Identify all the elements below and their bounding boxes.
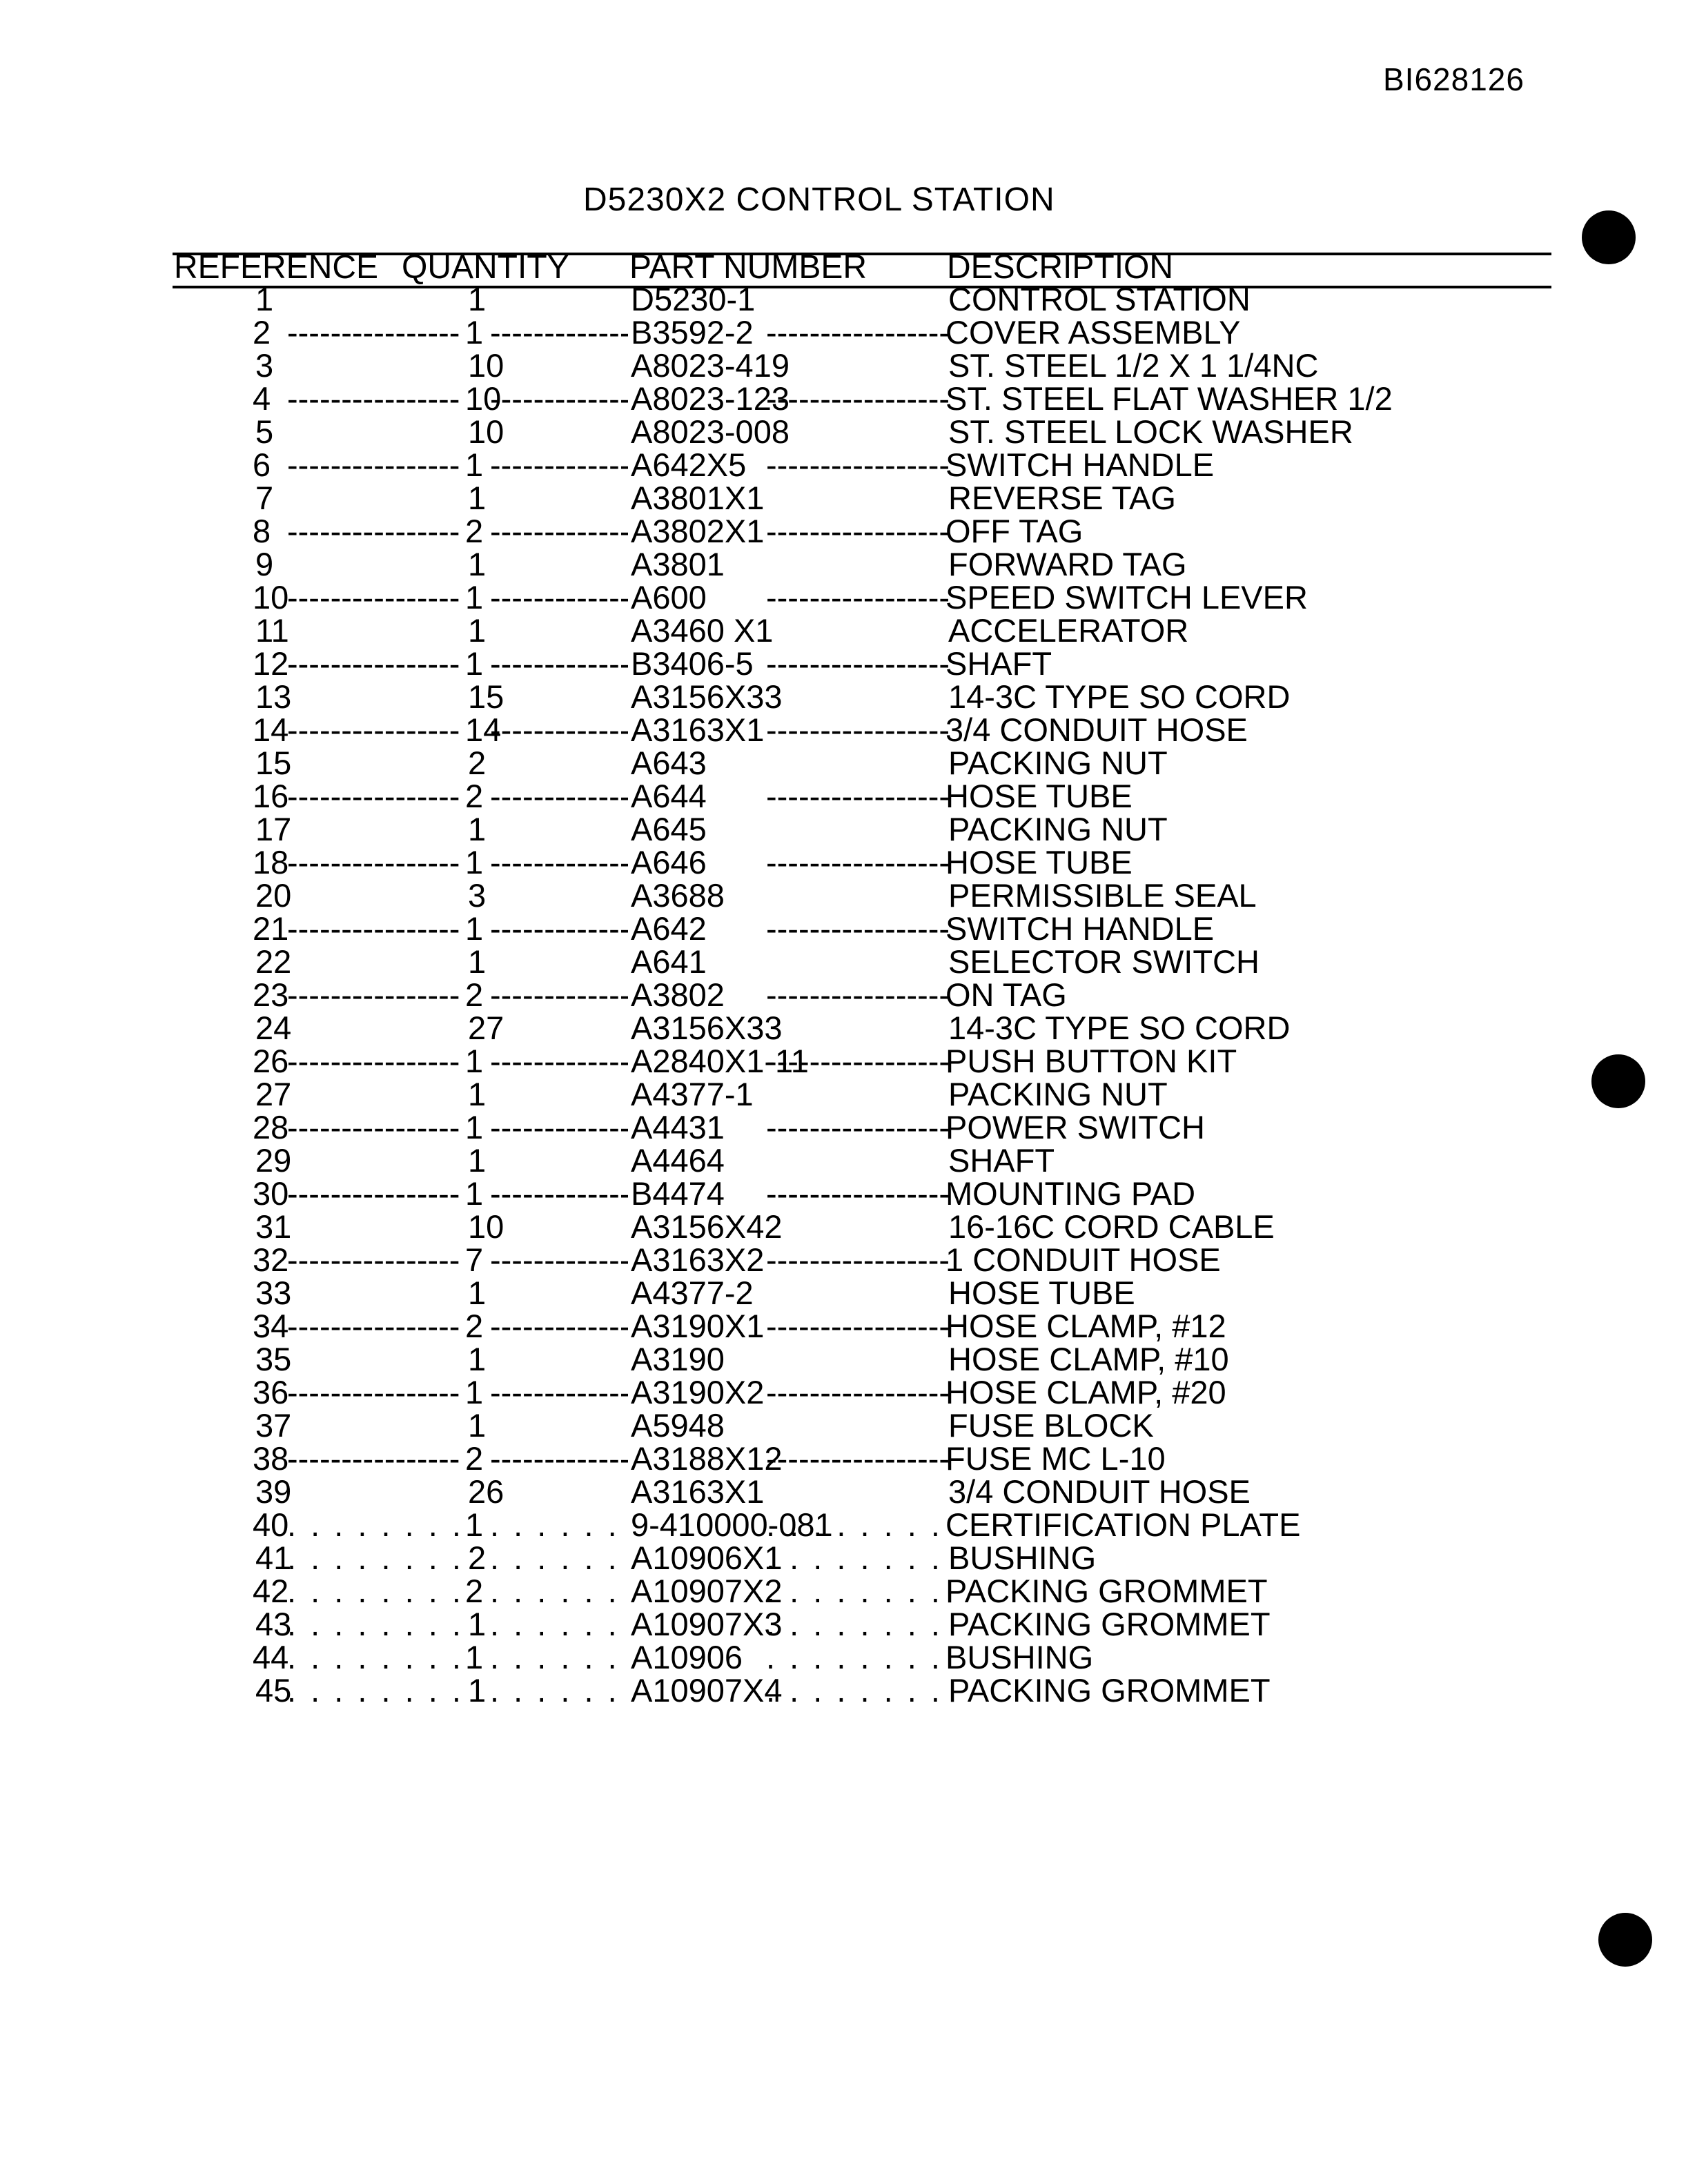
reference-cell: 45 — [255, 1672, 292, 1709]
leader-line — [287, 978, 461, 1012]
parts-row — [0, 1277, 1686, 1310]
reference-cell: 13 — [255, 678, 292, 715]
parts-row — [0, 548, 1686, 581]
description-cell: 14-3C TYPE SO CORD — [948, 678, 1291, 715]
quantity-cell: 1 — [465, 1175, 484, 1212]
parts-row — [0, 945, 1686, 978]
leader-line — [766, 1177, 948, 1210]
part-number-cell: A10906 — [631, 1639, 743, 1675]
parts-row — [0, 1243, 1686, 1277]
quantity-cell: 1 — [468, 1407, 487, 1444]
parts-row — [0, 1575, 1686, 1608]
part-number-cell: A4377-2 — [631, 1275, 754, 1311]
reference-cell: 33 — [255, 1275, 292, 1311]
parts-row — [0, 846, 1686, 879]
leader-line — [490, 780, 628, 813]
quantity-cell: 1 — [468, 1275, 487, 1311]
quantity-cell: 10 — [468, 347, 504, 384]
description-cell: 16-16C CORD CABLE — [948, 1208, 1275, 1245]
part-number-cell: A643 — [631, 745, 707, 781]
parts-row — [0, 446, 1686, 483]
part-number-cell: B4474 — [631, 1175, 725, 1212]
reference-cell: 9 — [255, 546, 274, 582]
description-cell: POWER SWITCH — [945, 1109, 1205, 1145]
part-number-cell: A3156X33 — [631, 1010, 783, 1046]
parts-row — [0, 283, 1686, 316]
part-number-cell: A3190X1 — [631, 1308, 765, 1344]
reference-cell: 7 — [255, 480, 274, 516]
description-cell: CONTROL STATION — [948, 281, 1251, 317]
column-header-reference: REFERENCE — [174, 249, 379, 286]
description-cell: ACCELERATOR — [948, 612, 1189, 649]
reference-cell: 35 — [255, 1341, 292, 1377]
quantity-cell: 1 — [468, 1076, 487, 1112]
reference-cell: 27 — [255, 1076, 292, 1112]
leader-line — [766, 1045, 948, 1078]
parts-row — [0, 1674, 1686, 1707]
description-cell: HOSE CLAMP, #12 — [945, 1308, 1226, 1344]
leader-line — [766, 1376, 948, 1409]
leader-line — [287, 1542, 461, 1575]
quantity-cell: 1 — [465, 1374, 484, 1410]
description-cell: ON TAG — [945, 976, 1067, 1013]
quantity-cell: 1 — [465, 1639, 484, 1675]
reference-cell: 15 — [255, 745, 292, 781]
reference-cell: 41 — [255, 1539, 292, 1576]
reference-cell: 29 — [255, 1142, 292, 1179]
part-number-cell: A8023-419 — [631, 347, 790, 384]
quantity-cell: 1 — [465, 910, 484, 947]
column-header-part-number: PART NUMBER — [629, 249, 867, 286]
description-cell: PACKING NUT — [948, 811, 1168, 847]
leader-line — [287, 1508, 461, 1542]
part-number-cell: 9-410000-081 — [631, 1506, 833, 1543]
leader-line — [287, 1674, 461, 1707]
parts-list — [0, 283, 1686, 1707]
reference-cell: 16 — [253, 778, 289, 814]
part-number-cell: A3190 — [631, 1341, 725, 1377]
part-number-cell: A3163X1 — [631, 711, 765, 748]
leader-line — [490, 1310, 628, 1343]
part-number-cell: A642 — [631, 910, 707, 947]
leader-line — [766, 515, 948, 548]
description-cell: SHAFT — [948, 1142, 1055, 1179]
part-number-cell: A10907X4 — [631, 1672, 783, 1709]
quantity-cell: 1 — [468, 1672, 487, 1709]
description-cell: REVERSE TAG — [948, 480, 1176, 516]
leader-line — [287, 1575, 461, 1608]
binder-hole-top — [1582, 210, 1636, 264]
leader-line — [766, 1608, 948, 1641]
reference-cell: 11 — [255, 612, 289, 649]
quantity-cell: 1 — [468, 1606, 487, 1642]
leader-line — [287, 382, 461, 415]
description-cell: PUSH BUTTON KIT — [945, 1043, 1237, 1079]
part-number-cell: A4464 — [631, 1142, 725, 1179]
part-number-cell: A3801X1 — [631, 480, 765, 516]
reference-cell: 3 — [255, 347, 274, 384]
description-cell: PERMISSIBLE SEAL — [948, 877, 1257, 914]
reference-cell: 37 — [255, 1407, 292, 1444]
leader-line — [766, 647, 948, 680]
leader-line — [766, 1310, 948, 1343]
leader-line — [766, 316, 948, 349]
leader-line — [490, 1575, 628, 1608]
quantity-cell: 10 — [468, 1208, 504, 1245]
reference-cell: 30 — [253, 1175, 289, 1212]
quantity-cell: 1 — [465, 1109, 484, 1145]
reference-cell: 44 — [253, 1639, 289, 1675]
description-cell: SPEED SWITCH LEVER — [945, 579, 1308, 616]
reference-cell: 12 — [253, 645, 289, 682]
leader-line — [490, 714, 628, 747]
parts-row — [0, 978, 1686, 1012]
description-cell: SWITCH HANDLE — [945, 910, 1215, 947]
column-header-description: DESCRIPTION — [947, 249, 1174, 286]
reference-cell: 20 — [255, 877, 292, 914]
part-number-cell: A3801 — [631, 546, 725, 582]
quantity-cell: 1 — [465, 1506, 484, 1543]
leader-line — [490, 449, 628, 482]
quantity-cell: 2 — [465, 778, 484, 814]
parts-row — [0, 515, 1686, 548]
quantity-cell: 1 — [465, 844, 484, 881]
parts-row — [0, 382, 1686, 415]
part-number-cell: A8023-008 — [631, 413, 790, 450]
leader-line — [490, 1508, 628, 1542]
part-number-cell: A3190X2 — [631, 1374, 765, 1410]
parts-row — [0, 1475, 1686, 1508]
quantity-cell: 1 — [468, 546, 487, 582]
leader-line — [766, 846, 948, 879]
part-number-cell: A644 — [631, 778, 707, 814]
description-cell: HOSE TUBE — [945, 778, 1133, 814]
leader-line — [490, 1641, 628, 1674]
parts-row — [0, 614, 1686, 647]
part-number-cell: A646 — [631, 844, 707, 881]
leader-line — [490, 647, 628, 680]
quantity-cell: 1 — [468, 612, 487, 649]
description-cell: SELECTOR SWITCH — [948, 943, 1259, 980]
part-number-cell: A3163X2 — [631, 1241, 765, 1278]
quantity-cell: 1 — [465, 1043, 484, 1079]
parts-row — [0, 879, 1686, 912]
description-cell: BUSHING — [948, 1539, 1097, 1576]
parts-row — [0, 680, 1686, 714]
leader-line — [766, 714, 948, 747]
leader-line — [490, 1442, 628, 1475]
parts-row — [0, 1442, 1686, 1475]
description-cell: SHAFT — [945, 645, 1052, 682]
parts-row — [0, 1539, 1686, 1576]
description-cell: MOUNTING PAD — [945, 1175, 1196, 1212]
parts-row — [0, 747, 1686, 780]
quantity-cell: 3 — [468, 877, 487, 914]
description-cell: HOSE TUBE — [948, 1275, 1135, 1311]
part-number-cell: D5230-1 — [631, 281, 756, 317]
leader-line — [490, 1542, 628, 1575]
part-number-cell: B3406-5 — [631, 645, 754, 682]
description-cell: HOSE TUBE — [945, 844, 1133, 881]
description-cell: HOSE CLAMP, #20 — [945, 1374, 1226, 1410]
part-number-cell: A3156X33 — [631, 678, 783, 715]
description-cell: FORWARD TAG — [948, 546, 1187, 582]
quantity-cell: 1 — [468, 1341, 487, 1377]
parts-row — [0, 1144, 1686, 1177]
reference-cell: 8 — [253, 513, 271, 549]
reference-cell: 17 — [255, 811, 292, 847]
part-number-cell: A645 — [631, 811, 707, 847]
quantity-cell: 1 — [468, 811, 487, 847]
part-number-cell: A4377-1 — [631, 1076, 754, 1112]
parts-row — [0, 1177, 1686, 1210]
quantity-cell: 2 — [468, 745, 487, 781]
leader-line — [287, 780, 461, 813]
description-cell: 3/4 CONDUIT HOSE — [945, 711, 1248, 748]
parts-row — [0, 647, 1686, 680]
parts-row — [0, 1012, 1686, 1045]
description-cell: 14-3C TYPE SO CORD — [948, 1010, 1291, 1046]
leader-line — [766, 1111, 948, 1144]
leader-line — [490, 978, 628, 1012]
quantity-cell: 10 — [468, 413, 504, 450]
quantity-cell: 1 — [465, 314, 484, 351]
parts-row — [0, 1508, 1686, 1542]
part-number-cell: A3163X1 — [631, 1473, 765, 1510]
parts-row — [0, 1641, 1686, 1674]
reference-cell: 1 — [255, 281, 274, 317]
quantity-cell: 1 — [465, 446, 484, 483]
leader-line — [766, 449, 948, 482]
leader-line — [490, 1111, 628, 1144]
reference-cell: 38 — [253, 1440, 289, 1477]
reference-cell: 22 — [255, 943, 292, 980]
quantity-cell: 2 — [465, 1308, 484, 1344]
quantity-cell: 2 — [465, 976, 484, 1013]
reference-cell: 6 — [253, 446, 271, 483]
reference-cell: 24 — [255, 1010, 292, 1046]
reference-cell: 10 — [253, 579, 289, 616]
reference-cell: 18 — [253, 844, 289, 881]
parts-row — [0, 1078, 1686, 1111]
description-cell: PACKING NUT — [948, 1076, 1168, 1112]
parts-row — [0, 1376, 1686, 1409]
leader-line — [287, 515, 461, 548]
leader-line — [287, 1641, 461, 1674]
reference-cell: 32 — [253, 1241, 289, 1278]
part-number-cell: A3188X12 — [631, 1440, 783, 1477]
part-number-cell: B3592-2 — [631, 314, 754, 351]
reference-cell: 4 — [253, 380, 271, 417]
description-cell: PACKING GROMMET — [945, 1573, 1268, 1609]
leader-line — [766, 1442, 948, 1475]
description-cell: COVER ASSEMBLY — [945, 314, 1241, 351]
leader-line — [287, 1376, 461, 1409]
description-cell: PACKING NUT — [948, 745, 1168, 781]
part-number-cell: A10907X3 — [631, 1606, 783, 1642]
leader-line — [766, 1641, 948, 1674]
leader-line — [287, 1111, 461, 1144]
reference-cell: 43 — [255, 1606, 292, 1642]
leader-line — [490, 581, 628, 614]
quantity-cell: 15 — [468, 678, 504, 715]
parts-row — [0, 1210, 1686, 1243]
reference-cell: 42 — [253, 1573, 289, 1609]
parts-row — [0, 780, 1686, 813]
part-number-cell: A3156X42 — [631, 1208, 783, 1245]
parts-row — [0, 1310, 1686, 1343]
part-number-cell: A2840X1-11 — [631, 1043, 809, 1079]
part-number-cell: A600 — [631, 579, 707, 616]
description-cell: 3/4 CONDUIT HOSE — [948, 1473, 1251, 1510]
document-id: BI628126 — [1383, 61, 1525, 97]
part-number-cell: A3802X1 — [631, 513, 765, 549]
part-number-cell: A642X5 — [631, 446, 747, 483]
leader-line — [287, 714, 461, 747]
parts-row — [0, 912, 1686, 945]
quantity-cell: 1 — [465, 579, 484, 616]
leader-line — [287, 1310, 461, 1343]
parts-row — [0, 1608, 1686, 1641]
leader-line — [287, 1442, 461, 1475]
reference-cell: 31 — [255, 1208, 292, 1245]
leader-line — [766, 912, 948, 945]
parts-row — [0, 711, 1686, 748]
leader-line — [766, 382, 948, 415]
quantity-cell: 2 — [465, 1573, 484, 1609]
part-number-cell: A5948 — [631, 1407, 725, 1444]
quantity-cell: 2 — [468, 1539, 487, 1576]
description-cell: OFF TAG — [945, 513, 1084, 549]
quantity-cell: 1 — [468, 1142, 487, 1179]
leader-line — [766, 1542, 948, 1575]
description-cell: HOSE CLAMP, #10 — [948, 1341, 1229, 1377]
part-number-cell: A10906X1 — [631, 1539, 783, 1576]
leader-line — [490, 1608, 628, 1641]
parts-row — [0, 581, 1686, 614]
leader-line — [490, 846, 628, 879]
part-number-cell: A10907X2 — [631, 1573, 783, 1609]
part-number-cell: A641 — [631, 943, 707, 980]
reference-cell: 28 — [253, 1109, 289, 1145]
leader-line — [490, 1674, 628, 1707]
quantity-cell: 1 — [468, 281, 487, 317]
description-cell: FUSE BLOCK — [948, 1407, 1154, 1444]
leader-line — [766, 1674, 948, 1707]
leader-line — [287, 846, 461, 879]
column-header-quantity: QUANTITY — [402, 249, 569, 286]
reference-cell: 14 — [253, 711, 289, 748]
parts-row — [0, 316, 1686, 349]
leader-line — [287, 647, 461, 680]
description-cell: PACKING GROMMET — [948, 1606, 1271, 1642]
part-number-cell: A3688 — [631, 877, 725, 914]
leader-line — [287, 449, 461, 482]
leader-line — [287, 912, 461, 945]
leader-line — [287, 316, 461, 349]
description-cell: FUSE MC L-10 — [945, 1440, 1166, 1477]
leader-line — [766, 780, 948, 813]
leader-line — [287, 581, 461, 614]
description-cell: BUSHING — [945, 1639, 1094, 1675]
parts-row — [0, 1111, 1686, 1144]
parts-row — [0, 1343, 1686, 1376]
leader-line — [490, 316, 628, 349]
parts-row — [0, 482, 1686, 515]
leader-line — [287, 1177, 461, 1210]
reference-cell: 23 — [253, 976, 289, 1013]
reference-cell: 36 — [253, 1374, 289, 1410]
description-cell: 1 CONDUIT HOSE — [945, 1241, 1221, 1278]
leader-line — [490, 1045, 628, 1078]
quantity-cell: 10 — [465, 380, 502, 417]
description-cell: ST. STEEL FLAT WASHER 1/2 — [945, 380, 1393, 417]
quantity-cell: 1 — [468, 943, 487, 980]
quantity-cell: 26 — [468, 1473, 504, 1510]
description-cell: CERTIFICATION PLATE — [945, 1506, 1301, 1543]
leader-line — [490, 912, 628, 945]
leader-line — [287, 1243, 461, 1277]
part-number-cell: A3460 X1 — [631, 612, 774, 649]
leader-line — [490, 1376, 628, 1409]
leader-line — [287, 1045, 461, 1078]
parts-row — [0, 813, 1686, 846]
quantity-cell: 2 — [465, 513, 484, 549]
description-cell: ST. STEEL 1/2 X 1 1/4NC — [948, 347, 1319, 384]
description-cell: SWITCH HANDLE — [945, 446, 1215, 483]
leader-line — [490, 1243, 628, 1277]
quantity-cell: 2 — [465, 1440, 484, 1477]
quantity-cell: 27 — [468, 1010, 504, 1046]
parts-row — [0, 349, 1686, 382]
parts-row — [0, 415, 1686, 449]
part-number-cell: A4431 — [631, 1109, 725, 1145]
reference-cell: 21 — [253, 910, 289, 947]
reference-cell: 2 — [253, 314, 271, 351]
reference-cell: 40 — [253, 1506, 289, 1543]
page-title: D5230X2 CONTROL STATION — [583, 181, 1055, 218]
quantity-cell: 1 — [468, 480, 487, 516]
leader-line — [287, 1608, 461, 1641]
parts-row — [0, 1409, 1686, 1442]
leader-line — [490, 382, 628, 415]
quantity-cell: 14 — [465, 711, 502, 748]
leader-line — [766, 978, 948, 1012]
description-cell: PACKING GROMMET — [948, 1672, 1271, 1709]
leader-line — [490, 515, 628, 548]
part-number-cell: A3802 — [631, 976, 725, 1013]
leader-line — [766, 581, 948, 614]
leader-line — [490, 1177, 628, 1210]
quantity-cell: 1 — [465, 645, 484, 682]
reference-cell: 34 — [253, 1308, 289, 1344]
reference-cell: 39 — [255, 1473, 292, 1510]
leader-line — [766, 1575, 948, 1608]
leader-line — [766, 1508, 948, 1542]
quantity-cell: 7 — [465, 1241, 484, 1278]
part-number-cell: A8023-123 — [631, 380, 790, 417]
parts-row — [0, 1045, 1686, 1078]
leader-line — [766, 1243, 948, 1277]
reference-cell: 26 — [253, 1043, 289, 1079]
reference-cell: 5 — [255, 413, 274, 450]
description-cell: ST. STEEL LOCK WASHER — [948, 413, 1353, 450]
binder-hole-bottom — [1598, 1913, 1652, 1967]
